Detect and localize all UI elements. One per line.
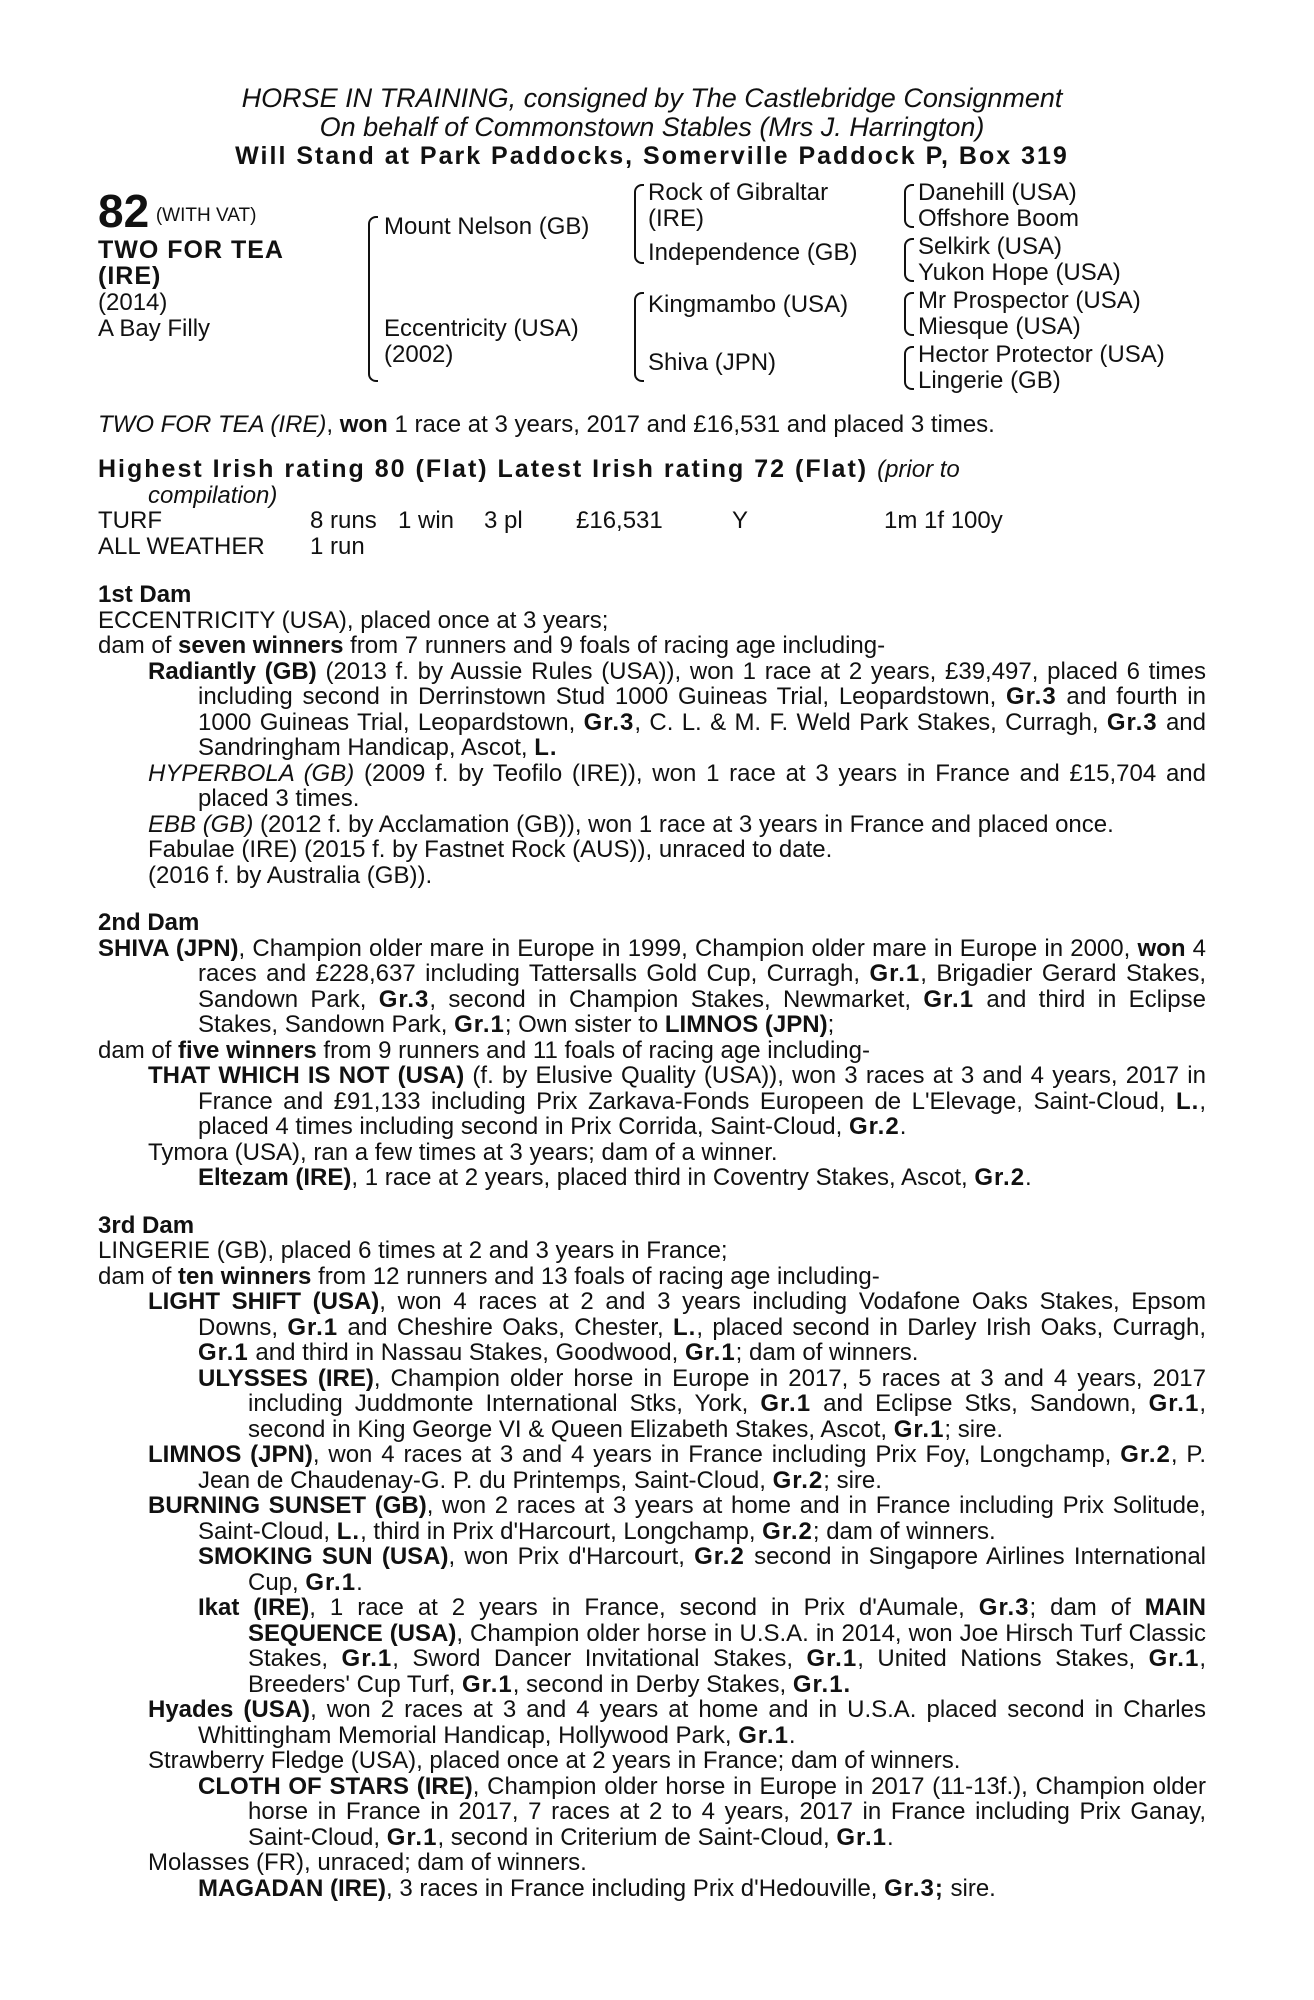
produce-entry: Strawberry Fledge (USA), placed once at 2 years in France; dam of winners.: [148, 1747, 961, 1774]
summary-won: won: [339, 410, 388, 438]
rating-note-cont: compilation): [148, 481, 278, 509]
produce-entry: (2016 f. by Australia (GB)).: [148, 861, 433, 889]
text-run: , second in Derby Stakes,: [512, 1670, 793, 1698]
dam-dam-dam: Lingerie (GB): [918, 366, 1061, 394]
bold-name: LIMNOS (JPN): [664, 1011, 828, 1038]
produce-entry: [98, 1442, 1206, 1493]
text-run: ;: [827, 1011, 835, 1038]
rating-text: Highest Irish rating 80 (Flat) Latest Irish rating 72 (Flat): [98, 455, 869, 483]
text-run: , Champion older horse in Europe in 2017 (11-13f.), Champion older horse in France in 2017, 7 races at 2 to 4 years, 2017 in France including Prix Ganay, Saint-Cloud,: [248, 1772, 1206, 1851]
vat-label: (WITH VAT): [155, 204, 257, 226]
text-run: , won Prix d'Harcourt,: [448, 1543, 695, 1570]
text-run: second in Singapore Airlines International Cup,: [248, 1543, 1206, 1596]
race-grade: Gr.1: [760, 1390, 812, 1417]
first-dam-line: ECCENTRICITY (USA), placed once at 3 years;: [98, 606, 609, 634]
text-run: dam of: [98, 1036, 179, 1064]
race-stats: [98, 508, 1206, 560]
text-run: , 1 race at 2 years in France, second in Prix d'Aumale,: [309, 1594, 979, 1621]
text-run: dam of: [98, 632, 179, 659]
turf-distance: 1m 1f 100y: [884, 507, 1003, 534]
sire-parents-brace: [634, 184, 644, 264]
summary-text: 1 race at 3 years, 2017 and £16,531 and placed 3 times.: [394, 410, 995, 438]
bold-name: ULYSSES (IRE): [198, 1364, 374, 1392]
bold-name: SMOKING SUN (USA): [198, 1543, 449, 1570]
race-grade: Gr.1: [1148, 1390, 1200, 1417]
text-run: ; sire.: [944, 1415, 1004, 1443]
race-grade: Gr.2: [694, 1543, 745, 1570]
text-run: (2013 f. by Aussie Rules (USA)), won 1 race at 2 years, £39,497, placed 6 times including second in Derrinstown Stud 1000 Guineas Trial, Leopardstown,: [198, 657, 1206, 710]
text-run: (f. by Elusive Quality (USA)), won 3 races at 3 and 4 years, 2017 in France and £91,133 including Prix Zarkava-Fonds Europeen de L'Elevage, Saint-Cloud,: [198, 1062, 1206, 1115]
race-grade: Gr.3: [1106, 708, 1158, 736]
produce-entry: [98, 1165, 1206, 1191]
text-run: ; sire.: [823, 1466, 882, 1494]
text-run: , C. L. & M. F. Weld Park Stakes, Curragh,: [634, 708, 1107, 736]
produce-entry: [98, 1366, 1206, 1443]
dam-sire-dam: Miesque (USA): [918, 312, 1081, 340]
sire: Mount Nelson (GB): [384, 212, 590, 240]
race-grade: Gr.1: [923, 985, 975, 1013]
sire-dam: Independence (GB): [648, 238, 858, 266]
text-run: sire.: [943, 1874, 996, 1902]
produce-entry: [98, 1544, 1206, 1595]
text-run: and third in Nassau Stakes, Goodwood,: [248, 1339, 685, 1366]
text-run: , Champion older mare in Europe in 1999, Champion older mare in Europe in 2000,: [238, 934, 1138, 962]
race-grade: Gr.2: [974, 1164, 1026, 1191]
bold-name: Eltezam (IRE): [198, 1164, 352, 1191]
lot-number: 82: [98, 184, 150, 237]
text-run: , Sword Dancer Invitational Stakes,: [392, 1645, 807, 1672]
produce-text: (2009 f. by Teofilo (IRE)), won 1 race at 3 years in France and £15,704 and placed 3 times.: [198, 759, 1206, 812]
bold-name: Hyades (USA): [148, 1696, 311, 1723]
race-grade: L.: [1176, 1087, 1200, 1115]
sire-sire: Rock of Gibraltar: [648, 178, 829, 206]
lot-number-row: [98, 184, 257, 237]
text-run: , United Nations Stakes,: [857, 1645, 1149, 1672]
text-run: , won 4 races at 2 and 3 years including Vodafone Oaks Stakes, Epsom Downs,: [198, 1288, 1206, 1341]
produce-entry: Tymora (USA), ran a few times at 3 years; dam of a winner.: [148, 1138, 778, 1166]
sire-dam-sire: Selkirk (USA): [918, 232, 1063, 260]
produce-text: (2012 f. by Acclamation (GB)), won 1 race at 3 years in France and placed once.: [253, 810, 1114, 838]
sire-dam-dam: Yukon Hope (USA): [918, 258, 1121, 286]
on-behalf-line: On behalf of Commonstown Stables (Mrs J. Harrington): [319, 112, 985, 142]
dam-sire-sire: Mr Prospector (USA): [918, 286, 1141, 314]
text-run: , Champion older horse in U.S.A. in 2014, won Joe Hirsch Turf Classic Stakes,: [248, 1619, 1206, 1672]
race-grade: Gr.1: [1148, 1645, 1200, 1672]
race-grade: Gr.1: [287, 1313, 339, 1341]
text-run: dam of: [98, 1262, 179, 1290]
bold-name: CLOTH OF STARS (IRE): [198, 1772, 473, 1800]
winners-count: seven winners: [178, 632, 344, 659]
text-run: .: [788, 1721, 796, 1749]
bold-name: Ikat (IRE): [198, 1594, 310, 1621]
dam-dam: Shiva (JPN): [648, 348, 777, 376]
text-run: , won 2 races at 3 and 4 years at home and in U.S.A. placed second in Charles Whittingham Memorial Handicap, Hollywood Park,: [198, 1696, 1206, 1749]
text-run: , 3 races in France including Prix d'Hedouville,: [385, 1874, 885, 1902]
text-run: , placed 4 times including second in Prix Corrida, Saint-Cloud,: [198, 1087, 1206, 1140]
race-grade: Gr.1: [893, 1415, 945, 1443]
first-dam-produce-line: [98, 633, 1206, 659]
bold-name: LIGHT SHIFT (USA): [148, 1288, 380, 1315]
race-grade: Gr.2: [1120, 1441, 1171, 1468]
turf-earnings: £16,531: [576, 507, 663, 534]
race-grade: Gr.3: [378, 985, 430, 1013]
text-run: .: [899, 1113, 907, 1140]
text-run: .: [887, 1823, 894, 1851]
catalogue-page: [98, 84, 1206, 1901]
third-dam-title: 3rd Dam: [98, 1211, 195, 1239]
consignor-line: HORSE IN TRAINING, consigned by The Castlebridge Consignment: [241, 83, 1063, 113]
bold-name: SHIVA (JPN): [98, 934, 239, 962]
produce-entry: [98, 1595, 1206, 1697]
race-grade: L.: [336, 1517, 361, 1545]
race-grade: Gr.2: [772, 1466, 824, 1494]
turf-placed: 3 pl: [484, 507, 523, 534]
text-run: and Eclipse Stks, Sandown,: [811, 1390, 1149, 1417]
text-run: , 1 race at 2 years, placed third in Coventry Stakes, Ascot,: [351, 1164, 975, 1191]
text-run: from 9 runners and 11 foals of racing age including-: [316, 1036, 870, 1064]
dam: Eccentricity (USA): [384, 314, 579, 342]
race-grade: Gr.1: [305, 1568, 357, 1596]
produce-name: EBB (GB): [148, 810, 254, 838]
second-dam-title: 2nd Dam: [98, 909, 200, 936]
turf-label: TURF: [98, 507, 162, 534]
text-run: and third in Eclipse Stakes, Sandown Park,: [198, 985, 1206, 1038]
race-grade: Gr.1: [684, 1339, 736, 1366]
text-run: from 12 runners and 13 foals of racing age including-: [311, 1262, 880, 1290]
third-dam-produce-line: [98, 1264, 1206, 1290]
race-grade: Gr.2: [849, 1113, 900, 1140]
sire-sire-country: (IRE): [648, 204, 704, 232]
turf-going: Y: [732, 507, 749, 534]
dam-parents-brace: [634, 292, 644, 382]
bold-name: BURNING SUNSET (GB): [148, 1492, 427, 1519]
bold-name: MAIN SEQUENCE (USA): [248, 1594, 1207, 1647]
produce-entry: [98, 1697, 1206, 1748]
text-run: .: [1025, 1164, 1032, 1191]
text-run: , P. Jean de Chaudenay-G. P. du Printemps, Saint-Cloud,: [198, 1441, 1207, 1494]
stand-location: Will Stand at Park Paddocks, Somerville Paddock P, Box 319: [235, 142, 1069, 170]
race-grade: Gr.3: [1006, 683, 1057, 710]
text-run: , won 2 races at 3 years at home and in France including Prix Solitude, Saint-Cloud,: [198, 1492, 1206, 1545]
rating-note: (prior to: [877, 456, 960, 483]
produce-entry: [98, 812, 1206, 838]
bold-name: THAT WHICH IS NOT (USA): [148, 1062, 465, 1089]
aw-runs: 1 run: [310, 533, 365, 560]
produce-entry: Molasses (FR), unraced; dam of winners.: [148, 1849, 587, 1876]
horse-description: A Bay Filly: [98, 314, 211, 342]
rating-line: [98, 457, 1206, 483]
bold-name: five winners: [178, 1036, 317, 1064]
race-grade: Gr.1: [462, 1670, 513, 1698]
text-run: and Cheshire Oaks, Chester,: [338, 1313, 673, 1341]
aw-label: ALL WEATHER: [98, 533, 265, 560]
text-run: ; dam of winners.: [812, 1517, 996, 1545]
race-grade: L.: [673, 1313, 697, 1341]
race-grade: Gr.1: [836, 1823, 888, 1851]
pedigree-block: [98, 180, 1206, 412]
race-grade: Gr.3: [978, 1594, 1030, 1621]
text-run: , third in Prix d'Harcourt, Longchamp,: [360, 1517, 763, 1545]
race-grade: Gr.3;: [884, 1874, 944, 1902]
race-grade: Gr.1: [341, 1645, 393, 1672]
summary-horse-name: TWO FOR TEA (IRE): [98, 410, 327, 438]
horse-name-line2: (IRE): [98, 261, 162, 290]
second-dam-entry: [98, 936, 1206, 1038]
text-run: , Brigadier Gerard Stakes, Sandown Park,: [198, 960, 1207, 1013]
text-run: and fourth in 1000 Guineas Trial, Leopardstown,: [198, 683, 1206, 736]
text-run: , second in Criterium de Saint-Cloud,: [437, 1823, 837, 1851]
turf-wins: 1 win: [398, 507, 455, 534]
race-grade: Gr.1: [738, 1721, 789, 1749]
produce-entry: Fabulae (IRE) (2015 f. by Fastnet Rock (AUS)), unraced to date.: [148, 836, 833, 863]
sire-dam-brace: [368, 216, 378, 382]
bold-name: won: [1137, 934, 1186, 962]
produce-entry: [98, 1063, 1206, 1140]
dam-sire: Kingmambo (USA): [648, 290, 849, 318]
race-grade: Gr.1: [806, 1645, 858, 1672]
bold-name: LIMNOS (JPN): [148, 1441, 313, 1468]
text-run: .: [356, 1568, 363, 1596]
produce-entry: [98, 1876, 1206, 1902]
text-run: ; Own sister to: [504, 1011, 665, 1038]
text-run: , second in Champion Stakes, Newmarket,: [429, 985, 924, 1013]
race-grade: Gr.1: [386, 1823, 438, 1851]
third-dam-line: LINGERIE (GB), placed 6 times at 2 and 3 years in France;: [98, 1237, 728, 1264]
race-grade: Gr.3: [583, 708, 635, 736]
bold-name: ten winners: [178, 1262, 312, 1290]
race-grade: L.: [534, 734, 558, 761]
ss-brace: [904, 184, 914, 228]
bold-name: MAGADAN (IRE): [198, 1874, 386, 1902]
text-run: , second in King George VI & Queen Elizabeth Stakes, Ascot,: [248, 1390, 1206, 1443]
text-run: ; dam of: [1029, 1594, 1145, 1621]
second-dam-produce-line: [98, 1038, 1206, 1064]
dd-brace: [904, 346, 914, 390]
text-run: and Sandringham Handicap, Ascot,: [198, 708, 1206, 761]
produce-entry: [98, 761, 1206, 812]
race-grade: Gr.2: [762, 1517, 813, 1545]
foaling-year: (2014): [98, 288, 168, 316]
race-grade: Gr.1.: [792, 1670, 852, 1698]
text-run: , placed second in Darley Irish Oaks, Curragh,: [696, 1313, 1206, 1341]
horse-name-line1: TWO FOR TEA: [98, 235, 284, 264]
text-run: , won 4 races at 3 and 4 years in France including Prix Foy, Longchamp,: [312, 1441, 1121, 1468]
produce-entry: [98, 1289, 1206, 1366]
text-run: , Breeders' Cup Turf,: [248, 1645, 1206, 1698]
dam-dam-sire: Hector Protector (USA): [918, 340, 1165, 368]
produce-entry: [98, 659, 1206, 761]
text-run: from 7 runners and 9 foals of racing age including-: [343, 632, 886, 659]
produce-entry: [98, 1774, 1206, 1851]
race-grade: Gr.1: [198, 1339, 249, 1366]
race-grade: Gr.1: [454, 1011, 505, 1038]
produce-entry: [98, 1493, 1206, 1544]
turf-runs: 8 runs: [310, 507, 377, 534]
text-run: , Champion older horse in Europe in 2017, 5 races at 3 and 4 years, 2017 including Juddmonte International Stks, York,: [248, 1364, 1206, 1417]
sire-sire-sire: Danehill (USA): [918, 178, 1077, 206]
first-dam-title: 1st Dam: [98, 581, 192, 608]
ds-brace: [904, 292, 914, 336]
produce-name: HYPERBOLA (GB): [148, 759, 355, 787]
race-summary: TWO FOR TEA (IRE), won 1 race at 3 years, 2017 and £16,531 and placed 3 times.: [98, 410, 995, 438]
text-run: 4 races and £228,637 including Tattersalls Gold Cup, Curragh,: [198, 934, 1207, 987]
race-grade: Gr.1: [869, 960, 921, 987]
text-run: ; dam of winners.: [735, 1339, 919, 1366]
dam-year: (2002): [384, 340, 454, 368]
sd-brace: [904, 238, 914, 282]
sire-sire-dam: Offshore Boom: [918, 204, 1079, 232]
bold-name: Radiantly (GB): [148, 657, 317, 685]
